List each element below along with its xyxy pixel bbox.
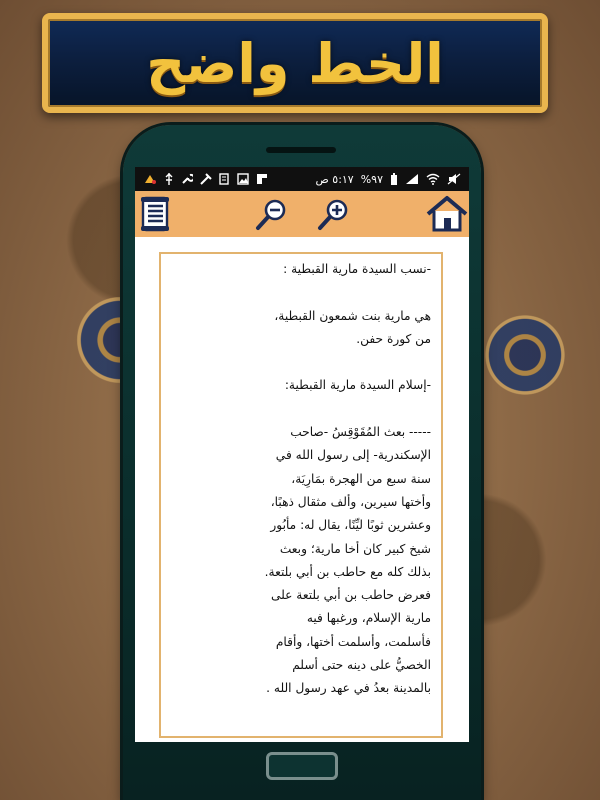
mute-icon — [447, 173, 461, 185]
home-button[interactable] — [425, 195, 469, 233]
phone-frame — [123, 125, 481, 800]
title-banner — [42, 13, 548, 113]
app-icon — [256, 173, 268, 185]
article-page — [159, 252, 443, 738]
wifi-icon — [426, 173, 440, 185]
tools-icon — [200, 173, 212, 185]
menu-button[interactable] — [137, 195, 175, 233]
wrench-icon — [181, 173, 193, 185]
phone-speaker — [266, 147, 336, 153]
image-icon — [237, 173, 249, 185]
status-battery: ٩٧% — [360, 172, 383, 186]
file-icon — [219, 173, 230, 185]
home-icon — [425, 195, 469, 233]
zoom-out-button[interactable] — [253, 195, 291, 233]
phone-screen — [135, 167, 469, 742]
usb-icon — [164, 173, 174, 185]
battery-icon — [390, 173, 398, 186]
menu-scroll-icon — [137, 195, 175, 233]
banner-title: الخط واضح — [146, 31, 444, 95]
phone-home-key[interactable] — [266, 752, 338, 780]
article-text: -نسب السيدة مارية القبطية : هي مارية بنت شمعون القبطية، من كورة حفن. -إسلام السيدة مارية القبطية: ----- بعث المُقَوْقِسُ -صاحب الإسكندرية- إلى رسول الله في سنة سبع من الهجرة بمَارِيَة، وأختها سيرين، وألف مثقال ذهبًا، وعشرين ثوبًا ليِّنًا، يقال له: مأبُور شيخ كبير كان أخا مارية؛ وبعث بذلك كله مع حاطب بن أبي بلتعة. فعرض حاطب بن أبي بلتعة على مارية الإسلام، ورغبها فيه فأسلمت، وأسلمت أختها، وأقام الخصيُّ على دينه حتى أسلم بالمدينة بعدُ في عهد رسول الله . — [264, 262, 431, 696]
app-toolbar — [135, 191, 469, 237]
zoom-in-icon — [315, 195, 353, 233]
notification-icon — [143, 173, 157, 185]
zoom-out-icon — [253, 195, 291, 233]
zoom-in-button[interactable] — [315, 195, 353, 233]
ornament-right — [470, 290, 580, 420]
signal-icon — [405, 173, 419, 185]
status-bar — [135, 167, 469, 191]
status-time: ٥:١٧ ص — [315, 172, 354, 186]
